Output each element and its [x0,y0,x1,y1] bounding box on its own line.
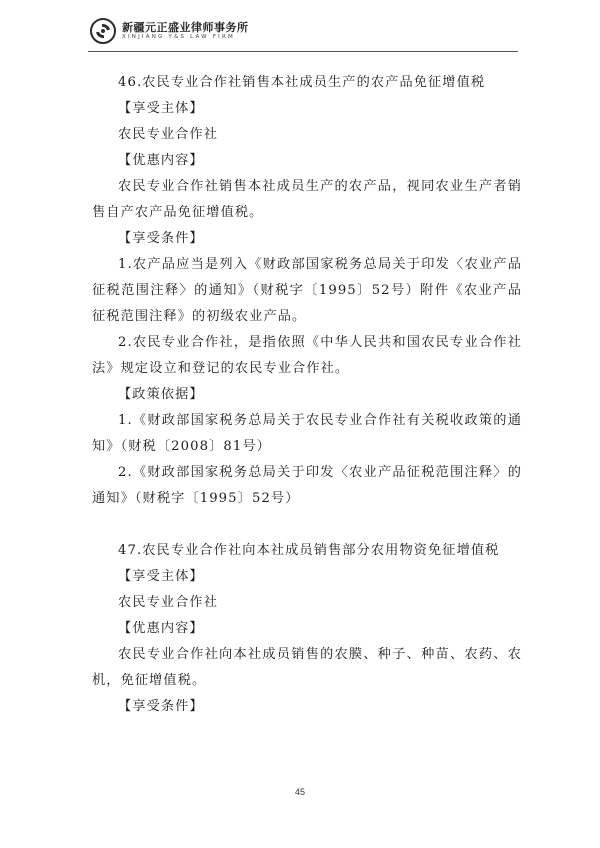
section-47-subject: 农民专业合作社 [118,595,219,610]
section-46-basis-2: 2.《财政部国家税务总局关于印发〈农业产品征税范围注释〉的通知》（财税字〔1995〕52号） [92,465,522,506]
section-47-title: 47.农民专业合作社向本社成员销售部分农用物资免征增值税 [118,543,500,558]
section-46-content-label: 【优惠内容】 [118,153,204,168]
firm-logo-icon [90,18,116,44]
firm-name-chinese: 新疆元正盛业律师事务所 [122,20,249,34]
page-number: 45 [294,787,305,797]
header-divider [88,51,518,52]
section-46-basis-1: 1.《财政部国家税务总局关于农民专业合作社有关税收政策的通知》（财税〔2008〕81号） [92,413,522,454]
section-46-subject-label: 【享受主体】 [118,101,204,116]
section-47-conditions-label: 【享受条件】 [118,699,204,714]
firm-name-english: XINJIANG Y&S LAW FIRM [122,33,235,40]
page-header [90,18,249,44]
section-46-basis-label: 【政策依据】 [118,387,204,402]
section-46-subject: 农民专业合作社 [118,127,219,142]
section-46-title: 46.农民专业合作社销售本社成员生产的农产品免征增值税 [118,75,486,90]
section-spacer [92,512,522,538]
section-46-conditions-label: 【享受条件】 [118,231,204,246]
document-body [92,70,522,720]
firm-name [122,22,249,41]
section-46-content: 农民专业合作社销售本社成员生产的农产品，视同农业生产者销售自产农产品免征增值税。 [92,179,522,220]
section-47-subject-label: 【享受主体】 [118,569,204,584]
section-46-condition-2: 2.农民专业合作社，是指依照《中华人民共和国农民专业合作社法》规定设立和登记的农民专业合作社。 [92,335,522,376]
section-46-condition-1: 1.农产品应当是列入《财政部国家税务总局关于印发〈农业产品征税范围注释〉的通知》（财税字〔1995〕52号）附件《农业产品征税范围注释》的初级农业产品。 [92,257,522,324]
section-47-content-label: 【优惠内容】 [118,621,204,636]
section-47-content: 农民专业合作社向本社成员销售的农膜、种子、种苗、农药、农机，免征增值税。 [92,647,522,688]
